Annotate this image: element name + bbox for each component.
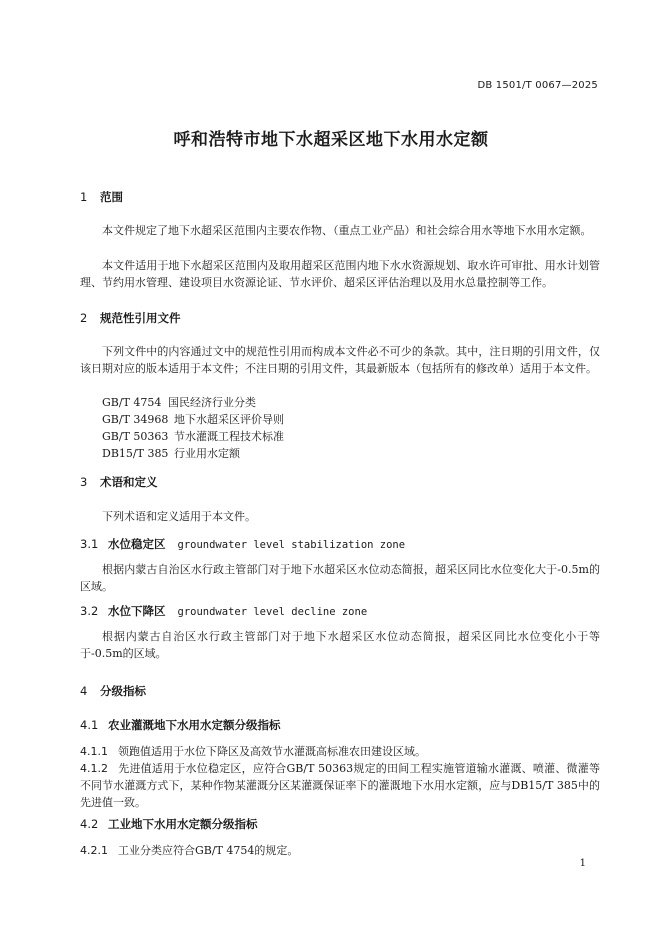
subsection-4-1-heading: [80, 717, 281, 733]
section-number: 2: [80, 311, 88, 325]
section-title: 术语和定义: [100, 475, 158, 489]
reference-name: 地下水超采区评价导则: [174, 413, 284, 426]
reference-item: [102, 411, 284, 428]
reference-name: 节水灌溉工程技术标准: [174, 430, 284, 443]
clause-4-1-1: [80, 743, 600, 760]
reference-item: [102, 445, 284, 462]
clause-4-2-1: [80, 842, 600, 859]
page-number: 1: [579, 858, 586, 869]
section-1-paragraph-1: 本文件规定了地下水超采区范围内主要农作物、（重点工业产品）和社会综合用水等地下水用水定额。: [102, 224, 592, 237]
subsection-4-2-heading: [80, 816, 258, 832]
term-3-1-definition: 根据内蒙古自治区水行政主管部门对于地下水超采区水位动态简报，超采区同比水位变化大于-0.5m的区域。: [80, 563, 600, 593]
document-title: 呼和浩特市地下水超采区地下水用水定额: [173, 130, 489, 150]
section-title: 范围: [100, 190, 124, 204]
clause-text: 工业分类应符合GB/T 4754的规定。: [118, 844, 299, 857]
reference-code: GB/T 4754: [102, 396, 162, 409]
subsection-number: 4.2: [80, 817, 99, 831]
term-english: groundwater level stabilization zone: [177, 539, 406, 551]
term-number: 3.2: [80, 604, 99, 618]
reference-code: GB/T 50363: [102, 430, 169, 443]
reference-code: GB/T 34968: [102, 413, 169, 426]
clause-number: 4.2.1: [80, 844, 108, 857]
section-1-paragraph-2: 本文件适用于地下水超采区范围内及取用超采区范围内地下水水资源规划、取水许可审批、用水计划管理、节约用水管理、建设项目水资源论证、节水评价、超采区评估治理以及用水总量控制等工作。: [80, 259, 600, 289]
clause-number: 4.1.1: [80, 745, 108, 758]
section-title: 规范性引用文件: [100, 311, 181, 325]
reference-code: DB15/T 385: [102, 447, 169, 460]
clause-text: 先进值适用于水位稳定区，应符合GB/T 50363规定的田间工程实施管道输水灌溉、喷灌、微灌等不同节水灌溉方式下，某种作物某灌溉分区某灌溉保证率下的灌溉地下水用水定额，应与DB15/T 385中的先进值一致。: [80, 762, 600, 809]
section-2-heading: [80, 310, 181, 326]
section-4-heading: [80, 683, 146, 699]
subsection-title: 工业地下水用水定额分级指标: [108, 817, 258, 831]
reference-item: [102, 428, 284, 445]
clause-number: 4.1.2: [80, 762, 108, 775]
clause-4-1-2: [80, 760, 600, 811]
reference-name: 行业用水定额: [174, 447, 240, 460]
section-2-paragraph: 下列文件中的内容通过文中的规范性引用而构成本文件必不可少的条款。其中，注日期的引用文件，仅该日期对应的版本适用于本文件；不注日期的引用文件，其最新版本（包括所有的修改单）适用于本文件。: [80, 345, 600, 375]
subsection-title: 农业灌溉地下水用水定额分级指标: [108, 718, 281, 732]
term-title: 水位下降区: [108, 604, 166, 618]
reference-name: 国民经济行业分类: [168, 396, 256, 409]
term-title: 水位稳定区: [108, 537, 166, 551]
section-3-intro: 下列术语和定义适用于本文件。: [102, 510, 256, 523]
section-1-heading: [80, 189, 123, 205]
subsection-number: 4.1: [80, 718, 99, 732]
clause-text: 领跑值适用于水位下降区及高效节水灌溉高标准农田建设区域。: [118, 745, 426, 758]
term-number: 3.1: [80, 537, 99, 551]
section-number: 4: [80, 684, 88, 698]
section-number: 3: [80, 475, 88, 489]
term-3-2-heading: [80, 603, 367, 619]
section-title: 分级指标: [100, 684, 147, 698]
term-english: groundwater level decline zone: [177, 606, 368, 618]
document-number: DB 1501/T 0067—2025: [477, 80, 598, 91]
reference-item: [102, 394, 284, 411]
term-3-1-heading: [80, 536, 405, 552]
normative-references-list: [102, 394, 284, 462]
section-3-heading: [80, 474, 158, 490]
section-number: 1: [80, 190, 88, 204]
term-3-2-definition: 根据内蒙古自治区水行政主管部门对于地下水超采区水位动态简报，超采区同比水位变化小于等于-0.5m的区域。: [80, 630, 600, 660]
